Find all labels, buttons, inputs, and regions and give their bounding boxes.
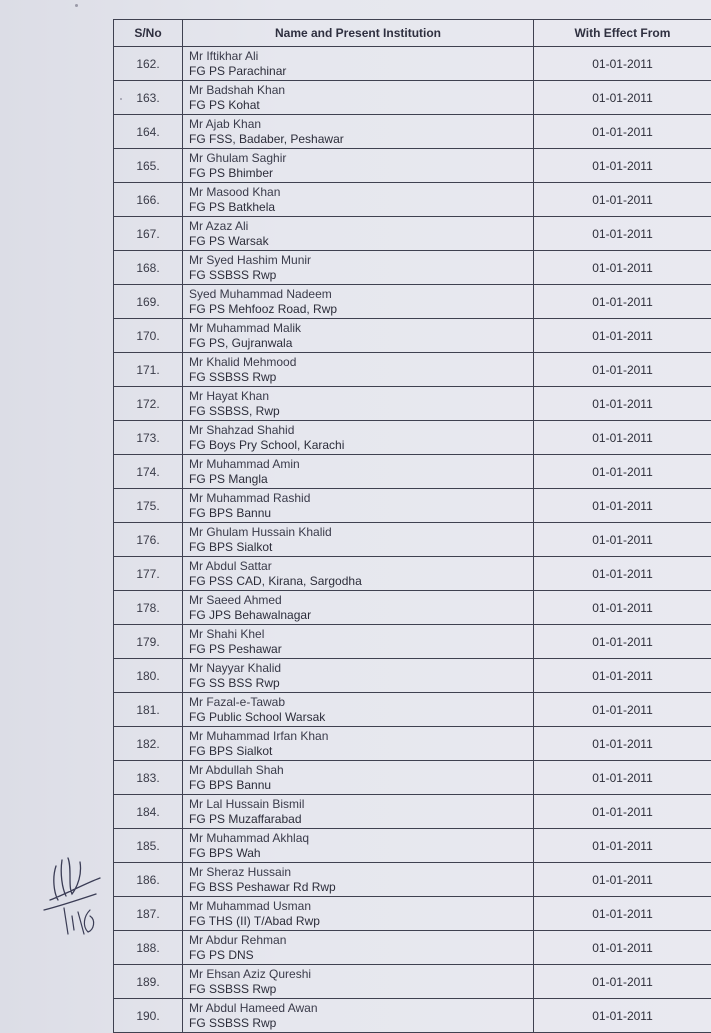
row-effective-date: 01-01-2011 — [534, 217, 711, 251]
table-row — [114, 251, 711, 285]
row-sno: 180. — [114, 659, 183, 693]
row-name-cell — [183, 557, 534, 591]
row-effective-date: 01-01-2011 — [534, 659, 711, 693]
row-name-cell — [183, 931, 534, 965]
table-row — [114, 183, 711, 217]
person-name: Mr Muhammad Rashid — [189, 491, 533, 506]
row-name-cell — [183, 693, 534, 727]
institution-name: FG SSBSS, Rwp — [189, 404, 533, 419]
table-row — [114, 319, 711, 353]
row-name-cell — [183, 47, 534, 81]
row-effective-date: 01-01-2011 — [534, 421, 711, 455]
row-name-cell — [183, 285, 534, 319]
row-effective-date: 01-01-2011 — [534, 523, 711, 557]
person-name: Mr Syed Hashim Munir — [189, 253, 533, 268]
row-name-cell — [183, 217, 534, 251]
person-name: Mr Muhammad Amin — [189, 457, 533, 472]
row-name-cell — [183, 761, 534, 795]
table-row — [114, 115, 711, 149]
row-effective-date: 01-01-2011 — [534, 183, 711, 217]
row-name-cell — [183, 319, 534, 353]
row-effective-date: 01-01-2011 — [534, 727, 711, 761]
row-sno: 167. — [114, 217, 183, 251]
row-effective-date: 01-01-2011 — [534, 489, 711, 523]
table-row — [114, 421, 711, 455]
row-sno: 176. — [114, 523, 183, 557]
row-sno: 173. — [114, 421, 183, 455]
row-name-cell — [183, 115, 534, 149]
table-row — [114, 523, 711, 557]
person-name: Mr Badshah Khan — [189, 83, 533, 98]
person-name: Mr Shahzad Shahid — [189, 423, 533, 438]
institution-name: FG BPS Sialkot — [189, 744, 533, 759]
person-name: Mr Abdullah Shah — [189, 763, 533, 778]
institution-name: FG PS, Gujranwala — [189, 336, 533, 351]
institution-name: FG SSBSS Rwp — [189, 268, 533, 283]
row-sno: 175. — [114, 489, 183, 523]
institution-name: FG SSBSS Rwp — [189, 370, 533, 385]
person-name: Mr Ehsan Aziz Qureshi — [189, 967, 533, 982]
row-sno: 162. — [114, 47, 183, 81]
row-sno: 177. — [114, 557, 183, 591]
person-name: Mr Sheraz Hussain — [189, 865, 533, 880]
row-name-cell — [183, 659, 534, 693]
institution-name: FG BPS Bannu — [189, 506, 533, 521]
person-name: Mr Iftikhar Ali — [189, 49, 533, 64]
person-name: Mr Muhammad Usman — [189, 899, 533, 914]
table-row — [114, 795, 711, 829]
row-effective-date: 01-01-2011 — [534, 591, 711, 625]
person-name: Mr Muhammad Akhlaq — [189, 831, 533, 846]
table-row — [114, 591, 711, 625]
institution-name: FG FSS, Badaber, Peshawar — [189, 132, 533, 147]
person-name: Mr Fazal-e-Tawab — [189, 695, 533, 710]
row-effective-date: 01-01-2011 — [534, 761, 711, 795]
person-name: Mr Abdur Rehman — [189, 933, 533, 948]
row-name-cell — [183, 149, 534, 183]
person-name: Mr Masood Khan — [189, 185, 533, 200]
person-name: Mr Abdul Sattar — [189, 559, 533, 574]
row-name-cell — [183, 183, 534, 217]
institution-name: FG PS Muzaffarabad — [189, 812, 533, 827]
row-name-cell — [183, 353, 534, 387]
row-name-cell — [183, 829, 534, 863]
row-name-cell — [183, 999, 534, 1033]
institution-name: FG SS BSS Rwp — [189, 676, 533, 691]
institution-name: FG PS Warsak — [189, 234, 533, 249]
person-name: Mr Khalid Mehmood — [189, 355, 533, 370]
row-effective-date: 01-01-2011 — [534, 931, 711, 965]
institution-name: FG Boys Pry School, Karachi — [189, 438, 533, 453]
person-name: Mr Ghulam Saghir — [189, 151, 533, 166]
person-name: Mr Shahi Khel — [189, 627, 533, 642]
institution-name: FG SSBSS Rwp — [189, 982, 533, 997]
row-sno: 170. — [114, 319, 183, 353]
row-sno: 184. — [114, 795, 183, 829]
table-row — [114, 625, 711, 659]
institution-name: FG PS Bhimber — [189, 166, 533, 181]
header-name-institution: Name and Present Institution — [183, 20, 534, 47]
row-effective-date: 01-01-2011 — [534, 251, 711, 285]
table-row — [114, 455, 711, 489]
table-row — [114, 829, 711, 863]
institution-name: FG PSS CAD, Kirana, Sargodha — [189, 574, 533, 589]
person-name: Mr Muhammad Irfan Khan — [189, 729, 533, 744]
row-effective-date: 01-01-2011 — [534, 319, 711, 353]
header-sno: S/No — [114, 20, 183, 47]
row-name-cell — [183, 727, 534, 761]
table-row — [114, 863, 711, 897]
table-row — [114, 761, 711, 795]
institution-name: FG PS Parachinar — [189, 64, 533, 79]
table-row — [114, 965, 711, 999]
table-row — [114, 727, 711, 761]
row-name-cell — [183, 81, 534, 115]
row-sno: 171. — [114, 353, 183, 387]
institution-name: FG PS Mehfooz Road, Rwp — [189, 302, 533, 317]
institution-name: FG PS Batkhela — [189, 200, 533, 215]
row-sno: 181. — [114, 693, 183, 727]
table-row — [114, 387, 711, 421]
person-name: Mr Ghulam Hussain Khalid — [189, 525, 533, 540]
row-name-cell — [183, 795, 534, 829]
table-row — [114, 897, 711, 931]
row-sno: 187. — [114, 897, 183, 931]
table-row — [114, 693, 711, 727]
institution-name: FG PS Mangla — [189, 472, 533, 487]
row-effective-date: 01-01-2011 — [534, 81, 711, 115]
row-name-cell — [183, 863, 534, 897]
row-sno: 179. — [114, 625, 183, 659]
table-row — [114, 81, 711, 115]
row-sno: 166. — [114, 183, 183, 217]
row-effective-date: 01-01-2011 — [534, 965, 711, 999]
row-sno: 185. — [114, 829, 183, 863]
row-name-cell — [183, 387, 534, 421]
row-sno: 164. — [114, 115, 183, 149]
table-row — [114, 659, 711, 693]
row-name-cell — [183, 965, 534, 999]
institution-name: FG JPS Behawalnagar — [189, 608, 533, 623]
row-effective-date: 01-01-2011 — [534, 285, 711, 319]
row-sno: 190. — [114, 999, 183, 1033]
table-row — [114, 557, 711, 591]
row-name-cell — [183, 897, 534, 931]
institution-name: FG BSS Peshawar Rd Rwp — [189, 880, 533, 895]
row-name-cell — [183, 251, 534, 285]
row-effective-date: 01-01-2011 — [534, 115, 711, 149]
institution-name: FG SSBSS Rwp — [189, 1016, 533, 1031]
row-effective-date: 01-01-2011 — [534, 455, 711, 489]
row-effective-date: 01-01-2011 — [534, 353, 711, 387]
row-sno: 168. — [114, 251, 183, 285]
scan-speck — [75, 4, 78, 7]
table-row — [114, 999, 711, 1033]
row-effective-date: 01-01-2011 — [534, 149, 711, 183]
institution-name: FG Public School Warsak — [189, 710, 533, 725]
roster-table — [113, 19, 711, 1033]
table-row — [114, 217, 711, 251]
person-name: Mr Nayyar Khalid — [189, 661, 533, 676]
row-sno: 163. — [114, 81, 183, 115]
row-name-cell — [183, 489, 534, 523]
institution-name: FG THS (II) T/Abad Rwp — [189, 914, 533, 929]
person-name: Mr Muhammad Malik — [189, 321, 533, 336]
person-name: Mr Abdul Hameed Awan — [189, 1001, 533, 1016]
row-name-cell — [183, 591, 534, 625]
table-body — [114, 47, 711, 1033]
row-name-cell — [183, 421, 534, 455]
row-effective-date: 01-01-2011 — [534, 625, 711, 659]
row-sno: 183. — [114, 761, 183, 795]
row-sno: 188. — [114, 931, 183, 965]
scan-speck — [120, 98, 122, 100]
row-effective-date: 01-01-2011 — [534, 829, 711, 863]
row-sno: 178. — [114, 591, 183, 625]
row-sno: 189. — [114, 965, 183, 999]
person-name: Mr Lal Hussain Bismil — [189, 797, 533, 812]
row-sno: 186. — [114, 863, 183, 897]
person-name: Mr Hayat Khan — [189, 389, 533, 404]
row-sno: 174. — [114, 455, 183, 489]
row-sno: 182. — [114, 727, 183, 761]
row-sno: 172. — [114, 387, 183, 421]
institution-name: FG PS Peshawar — [189, 642, 533, 657]
table-row — [114, 149, 711, 183]
row-name-cell — [183, 625, 534, 659]
table-row — [114, 47, 711, 81]
handwritten-signature — [38, 838, 108, 958]
table-row — [114, 489, 711, 523]
table-row — [114, 285, 711, 319]
row-effective-date: 01-01-2011 — [534, 863, 711, 897]
table-row — [114, 931, 711, 965]
row-effective-date: 01-01-2011 — [534, 897, 711, 931]
row-name-cell — [183, 455, 534, 489]
institution-name: FG PS DNS — [189, 948, 533, 963]
header-effect-from: With Effect From — [534, 20, 711, 47]
row-sno: 165. — [114, 149, 183, 183]
person-name: Mr Saeed Ahmed — [189, 593, 533, 608]
row-effective-date: 01-01-2011 — [534, 557, 711, 591]
table-row — [114, 353, 711, 387]
row-effective-date: 01-01-2011 — [534, 795, 711, 829]
institution-name: FG PS Kohat — [189, 98, 533, 113]
institution-name: FG BPS Wah — [189, 846, 533, 861]
row-effective-date: 01-01-2011 — [534, 693, 711, 727]
institution-name: FG BPS Sialkot — [189, 540, 533, 555]
row-effective-date: 01-01-2011 — [534, 387, 711, 421]
row-name-cell — [183, 523, 534, 557]
row-effective-date: 01-01-2011 — [534, 999, 711, 1033]
institution-name: FG BPS Bannu — [189, 778, 533, 793]
row-effective-date: 01-01-2011 — [534, 47, 711, 81]
person-name: Syed Muhammad Nadeem — [189, 287, 533, 302]
person-name: Mr Azaz Ali — [189, 219, 533, 234]
row-sno: 169. — [114, 285, 183, 319]
table-header-row — [114, 20, 711, 47]
person-name: Mr Ajab Khan — [189, 117, 533, 132]
